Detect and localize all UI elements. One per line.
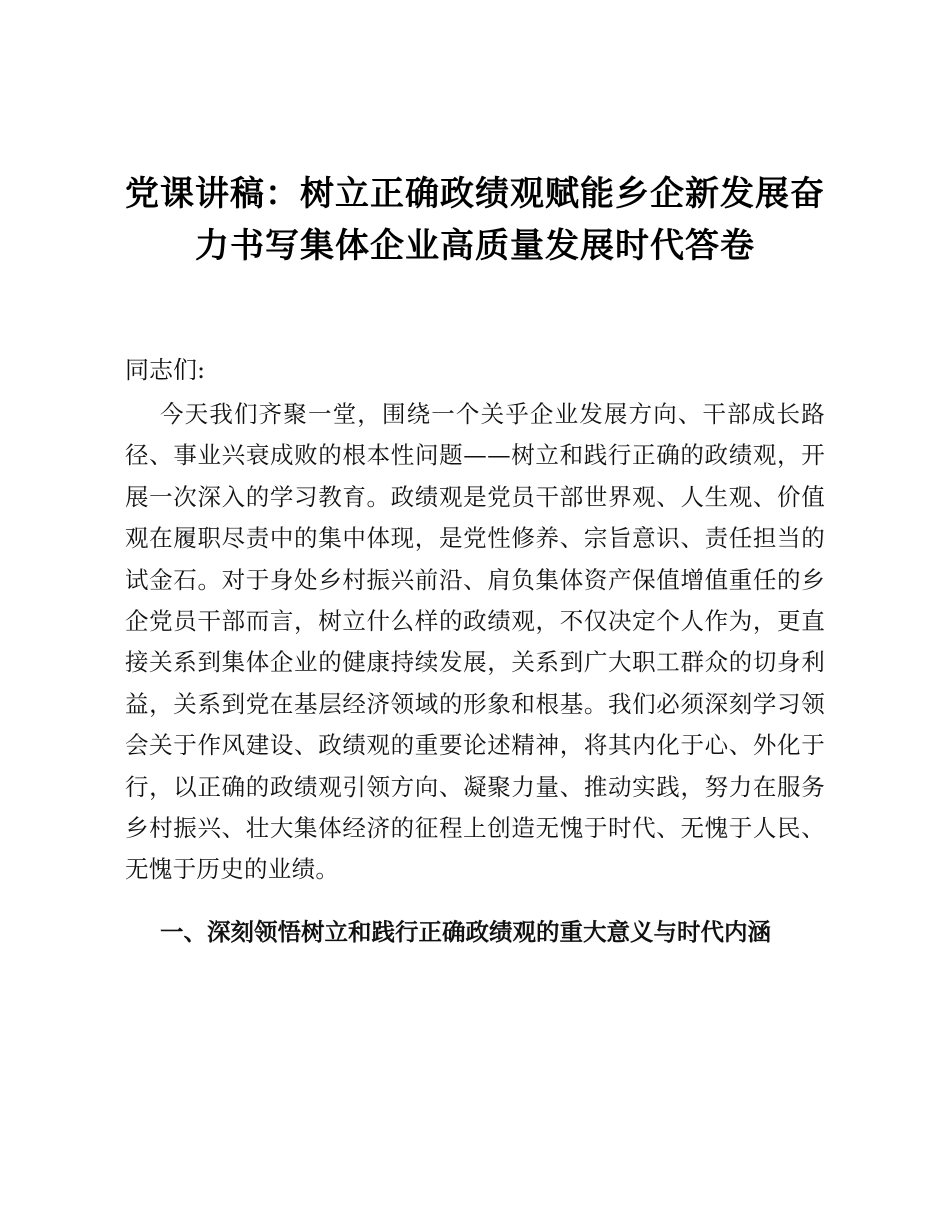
body-paragraph: 今天我们齐聚一堂，围绕一个关乎企业发展方向、干部成长路径、事业兴衰成败的根本性问题——树立和践行正确的政绩观，开展一次深入的学习教育。政绩观是党员干部世界观、人生观、价值观在履职尽责中的集中体现，是党性修养、宗旨意识、责任担当的试金石。对于身处乡村振兴前沿、肩负集体资产保值增值重任的乡企党员干部而言，树立什么样的政绩观，不仅决定个人作为，更直接关系到集体企业的健康持续发展，关系到广大职工群众的切身利益，关系到党在基层经济领域的形象和根基。我们必须深刻学习领会关于作风建设、政绩观的重要论述精神，将其内化于心、外化于行，以正确的政绩观引领方向、凝聚力量、推动实践，努力在服务乡村振兴、壮大集体经济的征程上创造无愧于时代、无愧于人民、无愧于历史的业绩。 (125, 400, 825, 884)
title-line-2: 力书写集体企业高质量发展时代答卷 (195, 226, 755, 266)
title-line-1: 党课讲稿：树立正确政绩观赋能乡企新发展奋 (125, 174, 825, 214)
section-heading: 一、深刻领悟树立和践行正确政绩观的重大意义与时代内涵 (160, 918, 771, 946)
document-title (100, 168, 850, 272)
salutation: 同志们: (125, 356, 206, 384)
